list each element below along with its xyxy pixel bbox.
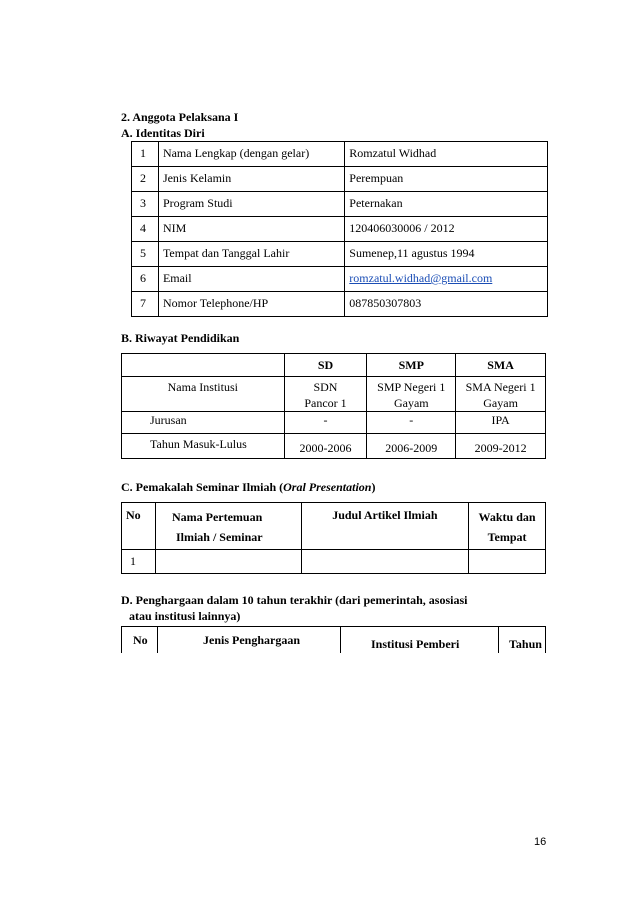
- row-value: Peternakan: [345, 192, 548, 217]
- header-meeting: [155, 503, 301, 550]
- cell-sma: [456, 377, 546, 412]
- row-label: Nama Institusi: [122, 377, 285, 412]
- identity-table: [131, 141, 548, 317]
- row-label: Tempat dan Tanggal Lahir: [158, 242, 344, 267]
- section-heading-identitas: A. Identitas Diri: [121, 126, 205, 140]
- row-label: Nama Lengkap (dengan gelar): [158, 142, 344, 167]
- cell-smp: -: [367, 412, 456, 434]
- heading-text-end: ): [371, 480, 376, 494]
- table-row: [122, 412, 546, 434]
- cell-meeting: [155, 550, 301, 574]
- table-row: [122, 434, 546, 459]
- cell-sd: [284, 377, 367, 412]
- cell-line: Pancor 1: [304, 396, 347, 410]
- row-number: 6: [132, 267, 159, 292]
- row-value: Perempuan: [345, 167, 548, 192]
- col-divider: [121, 627, 122, 653]
- heading-italic: Oral Presentation: [283, 480, 372, 494]
- heading-text: C. Pemakalah Seminar Ilmiah (: [121, 480, 284, 494]
- row-value: 087850307803: [345, 292, 548, 317]
- awards-table-header: [121, 626, 546, 653]
- header-no: No: [122, 503, 156, 550]
- seminar-table: [121, 502, 546, 574]
- header-sma: SMA: [456, 354, 546, 377]
- row-value: 120406030006 / 2012: [345, 217, 548, 242]
- row-number: 2: [132, 167, 159, 192]
- cell-line: Gayam: [483, 396, 518, 410]
- cell-sd: -: [284, 412, 367, 434]
- row-label: Tahun Masuk-Lulus: [122, 434, 285, 459]
- cell-sd: 2000-2006: [284, 434, 367, 459]
- table-row: [122, 503, 546, 550]
- cell-smp: [367, 377, 456, 412]
- row-value: Romzatul Widhad: [345, 142, 548, 167]
- row-label: Program Studi: [158, 192, 344, 217]
- cell-line: SMP Negeri 1: [377, 380, 446, 394]
- cell-line: SMA Negeri 1: [465, 380, 536, 394]
- header-line: Waktu dan: [478, 510, 536, 524]
- header-line: Tempat: [487, 530, 527, 544]
- col-divider: [545, 627, 546, 653]
- header-line: Nama Pertemuan: [171, 510, 263, 524]
- table-row: [132, 142, 548, 167]
- table-row: [122, 550, 546, 574]
- table-row: [132, 217, 548, 242]
- header-article: Judul Artikel Ilmiah: [301, 503, 468, 550]
- section-heading-penghargaan: D. Penghargaan dalam 10 tahun terakhir (dari pemerintah, asosiasi: [121, 593, 468, 607]
- header-blank: [122, 354, 285, 377]
- cell-sma: IPA: [456, 412, 546, 434]
- section-heading-anggota: 2. Anggota Pelaksana I: [121, 110, 239, 124]
- row-label: Nomor Telephone/HP: [158, 292, 344, 317]
- header-time-place: [469, 503, 546, 550]
- page-number: 16: [534, 836, 547, 848]
- cell-sma: 2009-2012: [456, 434, 546, 459]
- cell-time-place: [469, 550, 546, 574]
- cell-article: [301, 550, 468, 574]
- header-award-type: Jenis Penghargaan: [203, 633, 301, 647]
- cell-line: Gayam: [393, 396, 429, 410]
- row-value: Sumenep,11 agustus 1994: [345, 242, 548, 267]
- education-table: [121, 353, 546, 459]
- section-heading-seminar: [121, 480, 375, 495]
- header-sd: SD: [284, 354, 367, 377]
- section-heading-pendidikan: B. Riwayat Pendidikan: [121, 331, 240, 345]
- header-smp: SMP: [367, 354, 456, 377]
- row-number: 1: [122, 550, 156, 574]
- cell-line: SDN: [313, 380, 338, 394]
- row-number: 7: [132, 292, 159, 317]
- table-row: [132, 192, 548, 217]
- row-label: Email: [158, 267, 344, 292]
- section-heading-penghargaan-cont: atau institusi lainnya): [129, 609, 241, 623]
- table-row: [132, 167, 548, 192]
- row-label: Jenis Kelamin: [158, 167, 344, 192]
- col-divider: [498, 627, 499, 653]
- cell-smp: 2006-2009: [367, 434, 456, 459]
- row-label: NIM: [158, 217, 344, 242]
- row-number: 3: [132, 192, 159, 217]
- table-row: [132, 242, 548, 267]
- row-label: Jurusan: [122, 412, 285, 434]
- table-row: [132, 267, 548, 292]
- col-divider: [340, 627, 341, 653]
- row-number: 1: [132, 142, 159, 167]
- email-link[interactable]: romzatul.widhad@gmail.com: [349, 271, 493, 285]
- header-year: Tahun: [509, 637, 542, 651]
- row-number: 5: [132, 242, 159, 267]
- col-divider: [157, 627, 158, 653]
- row-number: 4: [132, 217, 159, 242]
- table-row: [132, 292, 548, 317]
- header-no: No: [133, 633, 148, 647]
- table-row: [122, 377, 546, 412]
- table-row: [122, 354, 546, 377]
- header-institution: Institusi Pemberi: [371, 637, 460, 651]
- header-line: Ilmiah / Seminar: [175, 530, 263, 544]
- email-cell: [345, 267, 548, 292]
